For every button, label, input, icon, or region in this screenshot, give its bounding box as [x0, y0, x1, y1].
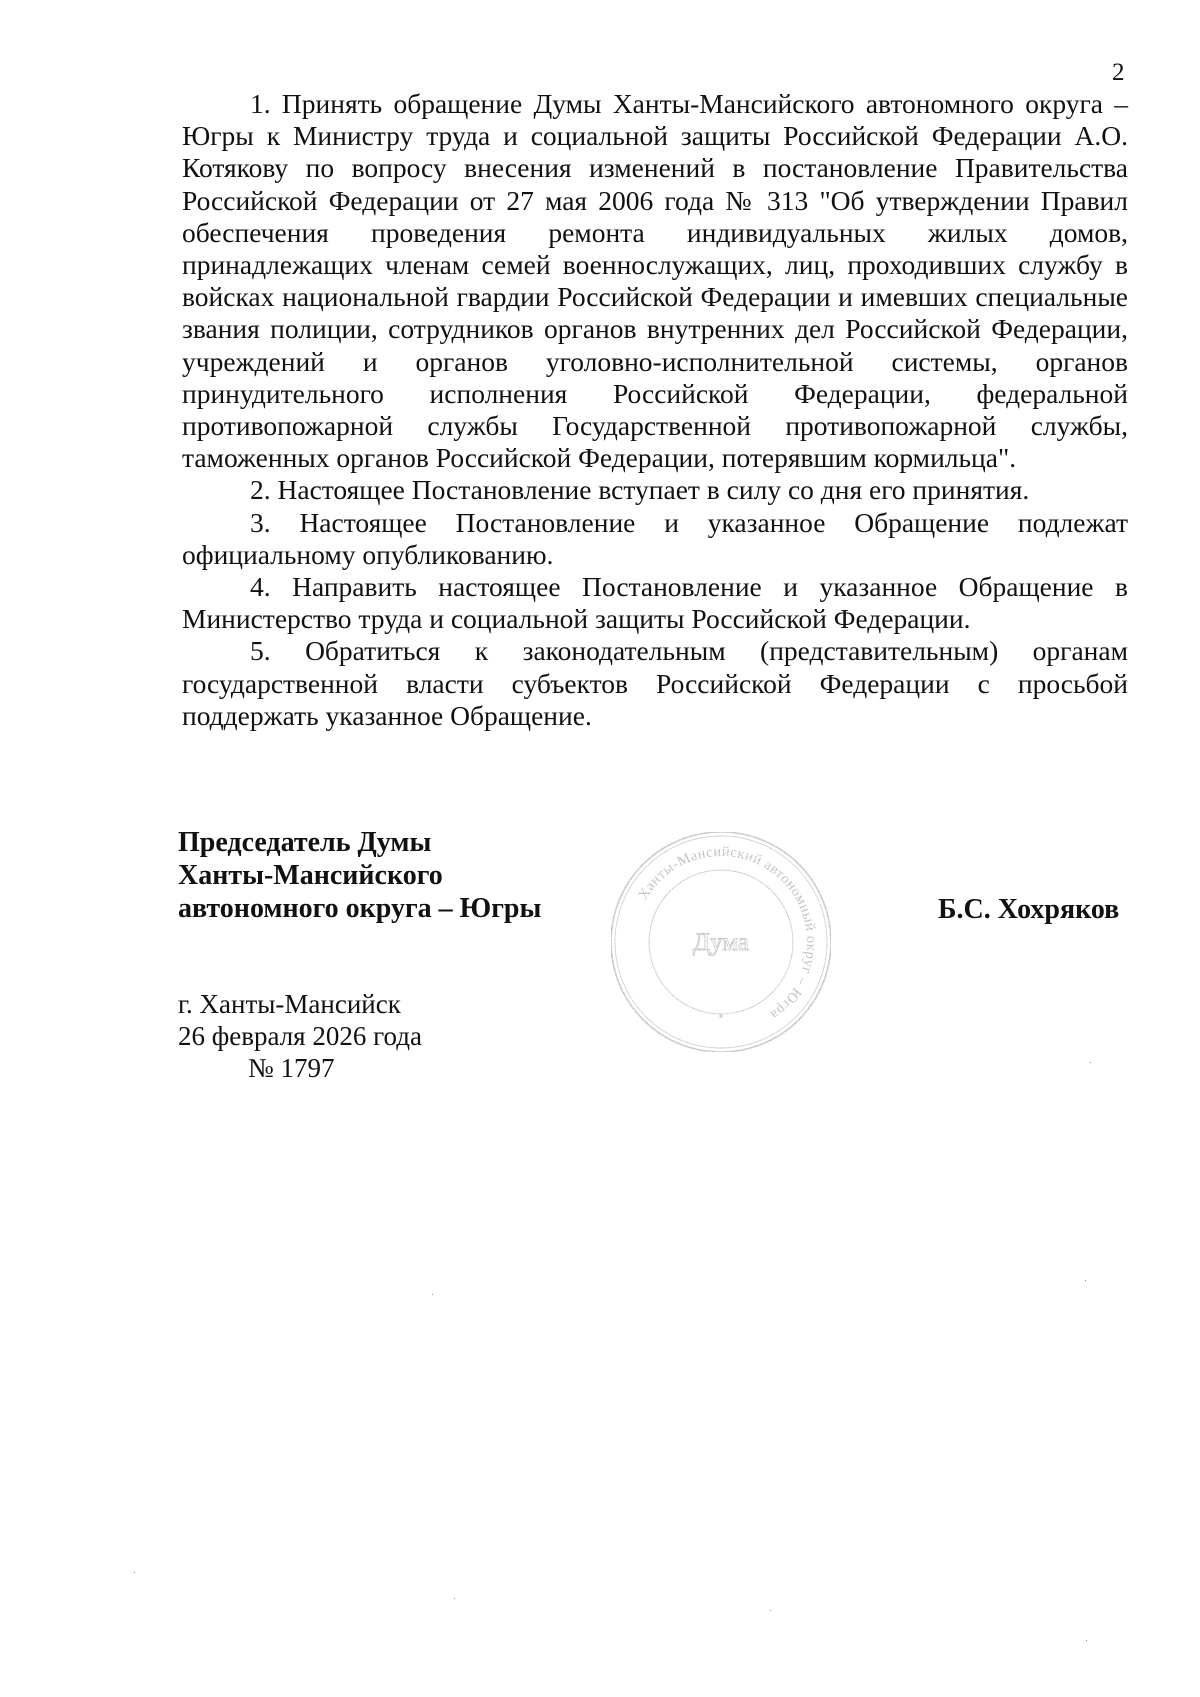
signatory-name: Б.С. Хохряков [938, 894, 1120, 925]
signatory-title [178, 826, 541, 925]
scan-speck [134, 1572, 135, 1573]
scan-speck [454, 1598, 455, 1599]
paragraph-1: 1. Принять обращение Думы Ханты-Мансийского автономного округа – Югры к Министру труда и социальной защиты Российской Федерации А.О. Котякову по вопросу внесения изменений в постановление Правительства Российской Федерации от 27 мая 2006 года № 313 "Об утверждении Правил обеспечения проведения ремонта индивидуальных жилых домов, принадлежащих членам семей военнослужащих, лиц, проходивших службу в войсках национальной гвардии Российской Федерации и имевших специальные звания полиции, сотрудников органов внутренних дел Российской Федерации, учреждений и органов уголовно-исполнительной системы, органов принудительного исполнения Российской Федерации, федеральной противопожарной службы Государственной противопожарной службы, таможенных органов Российской Федерации, потерявшим кормильца". [182, 88, 1128, 474]
page-number: 2 [1112, 59, 1125, 86]
seal-ring-text: Ханты-Мансийский автономный округ – Югра [635, 843, 820, 1023]
paragraph-4: 4. Направить настоящее Постановление и указанное Обращение в Министерство труда и социальной защиты Российской Федерации. [182, 571, 1128, 635]
document-number: № 1797 [248, 1053, 335, 1083]
date: 26 февраля 2026 года [178, 1021, 422, 1051]
seal-center-text: Дума [693, 929, 749, 956]
paragraph-5: 5. Обратиться к законодательным (представительным) органам государственной власти субъектов Российской Федерации с просьбой поддержать указанное Обращение. [182, 635, 1128, 731]
paragraph-3: 3. Настоящее Постановление и указанное Обращение подлежат официальному опубликованию. [182, 506, 1128, 570]
city: г. Ханты-Мансийск [178, 989, 401, 1019]
official-seal [605, 826, 837, 1058]
signatory-title-line: Ханты-Мансийского [178, 860, 443, 891]
signatory-title-line: Председатель Думы [178, 827, 432, 858]
scan-speck [1090, 1062, 1091, 1063]
resolution-body [182, 88, 1128, 732]
place-and-date [178, 988, 422, 1084]
scan-speck [770, 1610, 771, 1611]
scan-speck [1085, 1280, 1086, 1281]
scan-speck [432, 1294, 433, 1295]
signatory-title-line: автономного округа – Югры [178, 893, 542, 924]
paragraph-2: 2. Настоящее Постановление вступает в силу со дня его принятия. [250, 474, 1030, 506]
scan-speck [1086, 1640, 1087, 1641]
